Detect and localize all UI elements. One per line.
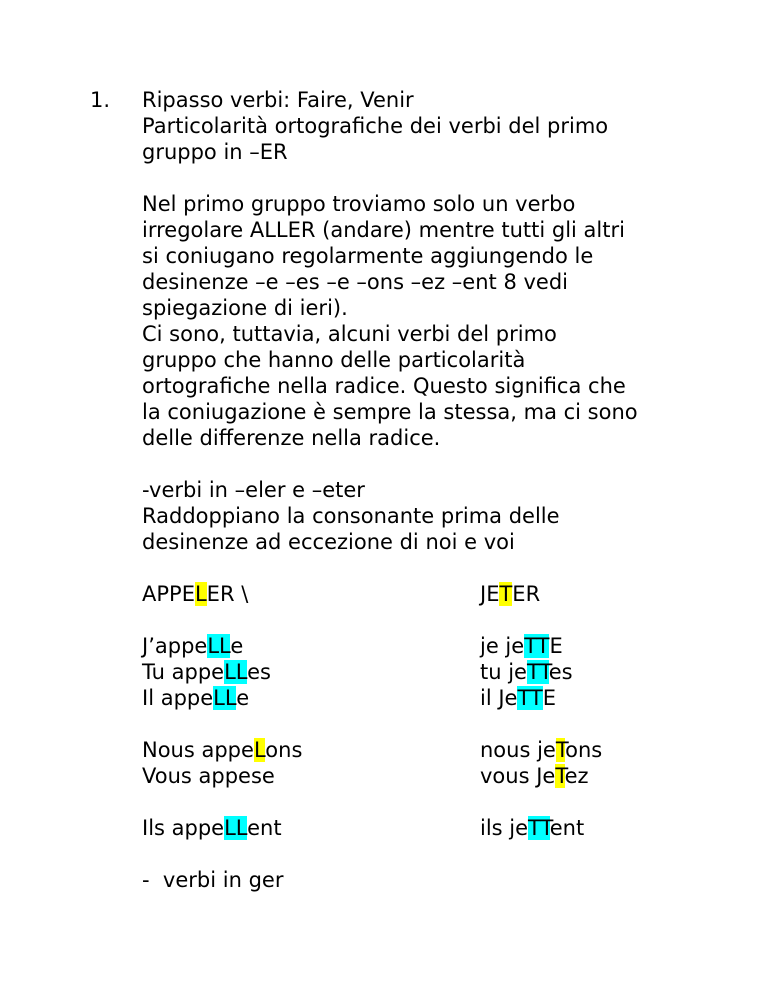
conjugation-row: [142, 659, 722, 685]
conjugation-row: [142, 737, 722, 763]
document-body: [142, 87, 722, 893]
paragraph-line: desinenze –e –es –e –ons –ez –ent 8 vedi: [142, 270, 568, 294]
paragraph-line: la coniugazione è sempre la stessa, ma ci sono: [142, 400, 638, 424]
highlight-yellow: L: [253, 738, 266, 762]
highlight-cyan: TT: [528, 816, 550, 840]
section-title: -verbi in –eler e –eter: [142, 478, 365, 502]
highlight-yellow: T: [555, 738, 566, 762]
jeter-form: nous jeTons: [480, 738, 603, 762]
highlight-yellow: L: [194, 582, 207, 606]
appeler-form: Il appeLLe: [142, 686, 250, 710]
heading-line: gruppo in –ER: [142, 140, 288, 164]
jeter-form: ils jeTTent: [480, 816, 585, 840]
heading-line: Ripasso verbi: Faire, Venir: [142, 88, 414, 112]
verb-title-jeter: JETER: [480, 582, 541, 606]
highlight-yellow: T: [499, 582, 513, 606]
highlight-yellow: T: [555, 764, 565, 788]
paragraph-line: delle differenze nella radice.: [142, 426, 441, 450]
conjugation-row: [142, 763, 722, 789]
appeler-form: Ils appeLLent: [142, 816, 282, 840]
section-title: - verbi in ger: [142, 868, 284, 892]
paragraph-line: si coniugano regolarmente aggiungendo le: [142, 244, 594, 268]
paragraph-line: gruppo che hanno delle particolarità: [142, 348, 526, 372]
highlight-cyan: TT: [524, 634, 550, 658]
jeter-form: vous JeTez: [480, 764, 589, 788]
paragraph-line: spiegazione di ieri).: [142, 296, 348, 320]
verb-title-appeler: APPELER \: [142, 582, 249, 606]
highlight-cyan: TT: [526, 660, 549, 684]
jeter-form: il JeTTE: [480, 686, 557, 710]
paragraph-line: ortografiche nella radice. Questo significa che: [142, 374, 626, 398]
section-line: Raddoppiano la consonante prima delle: [142, 504, 560, 528]
conjugation-row: [142, 815, 722, 841]
paragraph-line: irregolare ALLER (andare) mentre tutti gli altri: [142, 218, 625, 242]
paragraph-line: Ci sono, tuttavia, alcuni verbi del primo: [142, 322, 557, 346]
conjugation-row: [142, 685, 722, 711]
appeler-form: Nous appeLons: [142, 738, 303, 762]
jeter-form: tu jeTTes: [480, 660, 573, 684]
heading-line: Particolarità ortografiche dei verbi del primo: [142, 114, 609, 138]
highlight-cyan: TT: [517, 686, 543, 710]
highlight-cyan: LL: [207, 634, 231, 658]
highlight-cyan: LL: [224, 816, 248, 840]
section-line: desinenze ad eccezione di noi e voi: [142, 530, 515, 554]
appeler-form: J’appeLLe: [142, 634, 244, 658]
conjugation-row: [142, 633, 722, 659]
paragraph-line: Nel primo gruppo troviamo solo un verbo: [142, 192, 576, 216]
appeler-form: Tu appeLLes: [142, 660, 271, 684]
highlight-cyan: LL: [213, 686, 237, 710]
jeter-form: je jeTTE: [480, 634, 563, 658]
highlight-cyan: LL: [224, 660, 248, 684]
appeler-form: Vous appese: [142, 764, 275, 788]
list-number: 1.: [90, 88, 111, 112]
conjugation-title-row: [142, 581, 722, 607]
